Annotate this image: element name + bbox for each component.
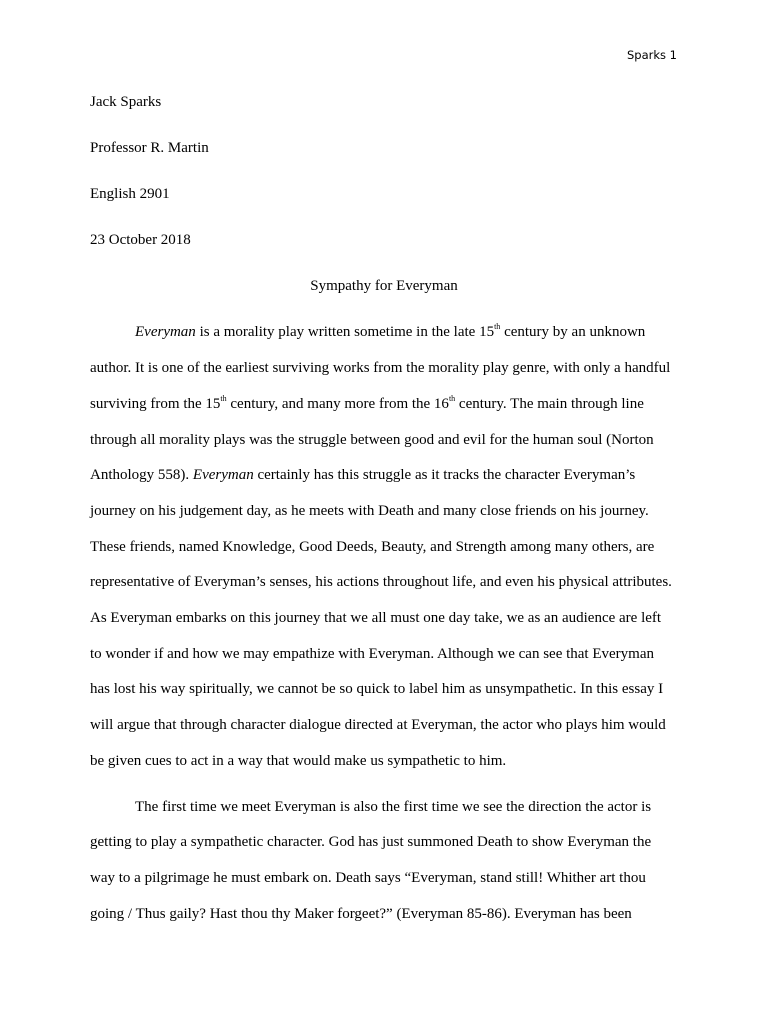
text-span: certainly has this struggle as it tracks the character Everyman’s [253, 467, 636, 483]
paragraph-1-line-3 [90, 394, 678, 414]
paragraph-1-line-9: As Everyman embarks on this journey that we all must one day take, we as an audience are left [90, 610, 662, 626]
italic-title: Everyman [192, 467, 254, 483]
text-span: Anthology 558). [90, 467, 193, 483]
text-span: surviving from the 15 [90, 396, 221, 412]
essay-title: Sympathy for Everyman [310, 278, 458, 294]
text-span: is a morality play written sometime in the late 15 [195, 324, 495, 340]
paragraph-1-line-7: These friends, named Knowledge, Good Deeds, Beauty, and Strength among many others, are [90, 539, 655, 555]
paragraph-2-line-2: getting to play a sympathetic character. God has just summoned Death to show Everyman the [90, 834, 652, 850]
course-name: English 2901 [90, 186, 170, 202]
paragraph-2-line-1: The first time we meet Everyman is also the first time we see the direction the actor is [135, 799, 652, 815]
italic-title: Everyman [135, 324, 196, 340]
page-header: Sparks 1 [627, 48, 677, 62]
paragraph-2-line-3: way to a pilgrimage he must embark on. Death says “Everyman, stand still! Whither art thou [90, 870, 646, 886]
superscript: th [220, 394, 227, 403]
text-span: century. The main through line [455, 396, 644, 412]
superscript: th [448, 394, 456, 403]
paragraph-1-line-5 [90, 465, 678, 485]
paragraph-1-line-12: will argue that through character dialogue directed at Everyman, the actor who plays him would [90, 717, 666, 733]
superscript: th [494, 322, 501, 331]
paragraph-1-line-13: be given cues to act in a way that would make us sympathetic to him. [90, 753, 507, 769]
document-date: 23 October 2018 [90, 232, 191, 248]
paragraph-1-line-10: to wonder if and how we may empathize with Everyman. Although we can see that Everyman [90, 646, 654, 662]
author-name: Jack Sparks [90, 94, 162, 110]
paragraph-1-line-4: through all morality plays was the struggle between good and evil for the human soul (Norton [90, 432, 654, 448]
paragraph-1-line-2: author. It is one of the earliest surviving works from the morality play genre, with only a handful [90, 360, 671, 376]
mla-heading [90, 92, 678, 276]
paragraph-1-line-8: representative of Everyman’s senses, his actions throughout life, and even his physical attributes. [90, 574, 672, 590]
paragraph-1-line-6: journey on his judgement day, as he meets with Death and many close friends on his journey. [90, 503, 649, 519]
text-span: century, and many more from the 16 [226, 396, 449, 412]
text-span: century by an unknown [500, 324, 646, 340]
paragraph-1-line-1 [90, 322, 723, 342]
paragraph-1-line-11: has lost his way spiritually, we cannot be so quick to label him as unsympathetic. In this essay I [90, 681, 664, 697]
professor-name: Professor R. Martin [90, 140, 209, 156]
paragraph-2-line-4: going / Thus gaily? Hast thou thy Maker forgeet?” (Everyman 85-86). Everyman has been [90, 906, 632, 922]
